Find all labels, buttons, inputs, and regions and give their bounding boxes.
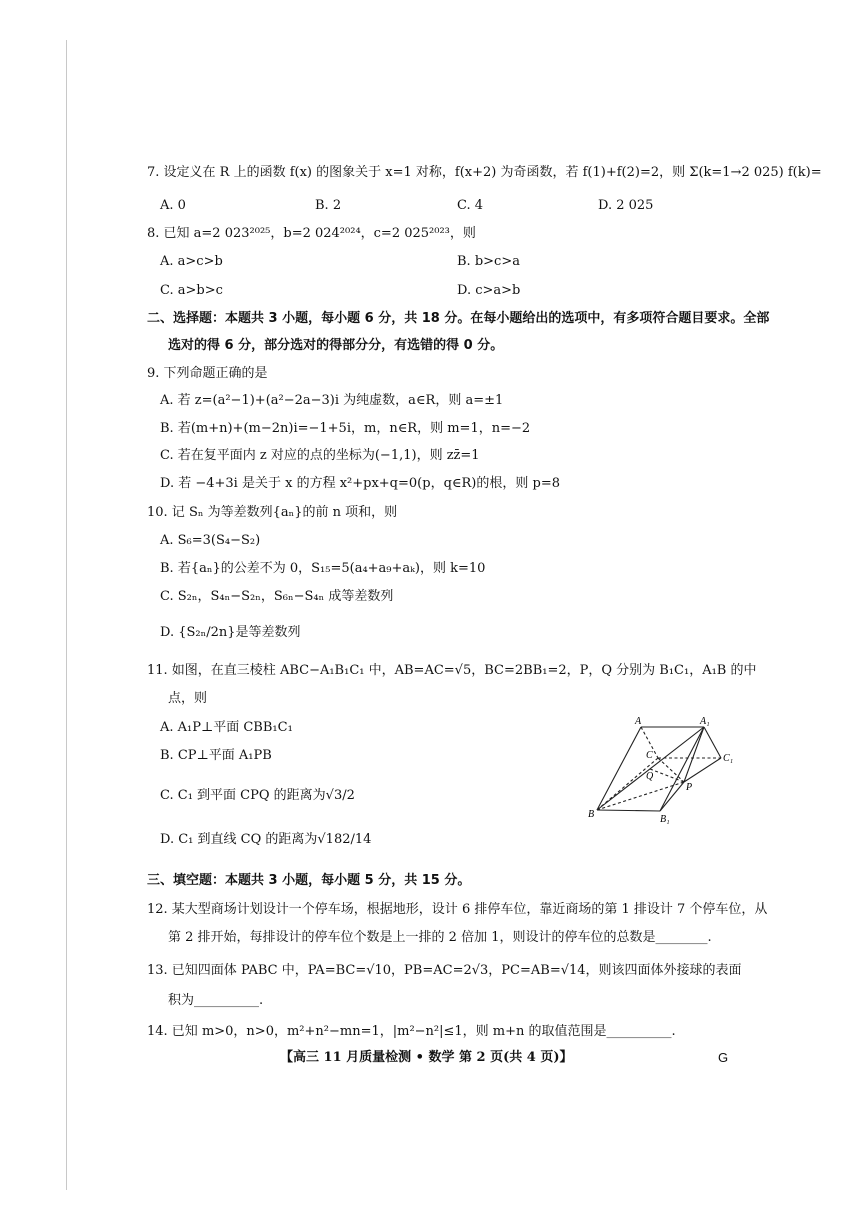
label-C1: C₁ (723, 753, 734, 764)
q12-stem: 12. 某大型商场计划设计一个停车场，根据地形，设计 6 排停车位，靠近商场的第 1 排设计 7 个停车位，从 (147, 902, 768, 917)
q7-option-a: A. 0 (160, 198, 186, 213)
section3-heading: 三、填空题：本题共 3 小题，每小题 5 分，共 15 分。 (147, 873, 471, 888)
label-Q: Q (646, 771, 654, 782)
q11-option-c: C. C₁ 到平面 CPQ 的距离为√3/2 (160, 788, 355, 803)
margin-line (66, 40, 67, 1190)
q12-stem-cont: 第 2 排开始，每排设计的停车位个数是上一排的 2 倍加 1，则设计的停车位的总数是________. (168, 930, 712, 945)
label-A1: A₁ (700, 716, 710, 727)
label-B1: B₁ (660, 814, 670, 825)
q9-stem: 9. 下列命题正确的是 (147, 366, 268, 381)
q11-option-d: D. C₁ 到直线 CQ 的距离为√182/14 (160, 832, 372, 847)
paper-version-mark: G (718, 1050, 729, 1065)
q10-option-b: B. 若{aₙ}的公差不为 0，S₁₅=5(a₄+a₉+aₖ)，则 k=10 (160, 561, 486, 576)
q7-option-d: D. 2 025 (598, 198, 654, 213)
q9-option-a: A. 若 z=(a²−1)+(a²−2a−3)i 为纯虚数，a∈R，则 a=±1 (160, 393, 504, 408)
q8-option-a: A. a>c>b (160, 254, 223, 269)
q11-option-b: B. CP⊥平面 A₁PB (160, 748, 272, 763)
label-P: P (686, 782, 693, 793)
prism-figure (588, 712, 738, 832)
q8-stem: 8. 已知 a=2 023²⁰²⁵，b=2 024²⁰²⁴，c=2 025²⁰²³，则 (147, 226, 476, 241)
q11-option-a: A. A₁P⊥平面 CBB₁C₁ (160, 720, 293, 735)
q10-option-c: C. S₂ₙ，S₄ₙ−S₂ₙ，S₆ₙ−S₄ₙ 成等差数列 (160, 589, 394, 604)
label-C: C (646, 750, 653, 761)
label-B: B (588, 809, 595, 820)
q7-option-b: B. 2 (315, 198, 342, 213)
q9-option-d: D. 若 −4+3i 是关于 x 的方程 x²+px+q=0(p，q∈R)的根，则 p=8 (160, 476, 560, 491)
section2-heading-cont: 选对的得 6 分，部分选对的得部分分，有选错的得 0 分。 (168, 338, 504, 353)
q7-stem: 7. 设定义在 R 上的函数 f(x) 的图象关于 x=1 对称，f(x+2) 为奇函数，若 f(1)+f(2)=2，则 Σ(k=1→2 025) f(k)= (147, 165, 822, 180)
q10-stem: 10. 记 Sₙ 为等差数列{aₙ}的前 n 项和，则 (147, 505, 398, 520)
section2-heading: 二、选择题：本题共 3 小题，每小题 6 分，共 18 分。在每小题给出的选项中，有多项符合题目要求。全部 (147, 311, 770, 326)
q10-option-a: A. S₆=3(S₄−S₂) (160, 533, 261, 548)
q7-option-c: C. 4 (457, 198, 484, 213)
page-footer: 【高三 11 月质量检测 • 数学 第 2 页(共 4 页)】 (280, 1050, 573, 1065)
q14-stem: 14. 已知 m>0，n>0，m²+n²−mn=1，|m²−n²|≤1，则 m+n 的取值范围是__________. (147, 1024, 676, 1039)
q10-option-d: D. {S₂ₙ/2n}是等差数列 (160, 625, 301, 640)
q11-stem-cont: 点，则 (168, 691, 208, 706)
q8-option-c: C. a>b>c (160, 283, 223, 298)
q8-option-d: D. c>a>b (457, 283, 521, 298)
q11-stem: 11. 如图，在直三棱柱 ABC−A₁B₁C₁ 中，AB=AC=√5，BC=2BB₁=2，P，Q 分别为 B₁C₁，A₁B 的中 (147, 663, 757, 678)
q9-option-b: B. 若(m+n)+(m−2n)i=−1+5i，m，n∈R，则 m=1，n=−2 (160, 421, 531, 436)
q8-option-b: B. b>c>a (457, 254, 520, 269)
label-A: A (635, 716, 642, 727)
q9-option-c: C. 若在复平面内 z 对应的点的坐标为(−1,1)，则 zz̄=1 (160, 448, 480, 463)
q13-stem: 13. 已知四面体 PABC 中，PA=BC=√10，PB=AC=2√3，PC=AB=√14，则该四面体外接球的表面 (147, 963, 742, 978)
q13-stem-cont: 积为__________. (168, 993, 264, 1008)
